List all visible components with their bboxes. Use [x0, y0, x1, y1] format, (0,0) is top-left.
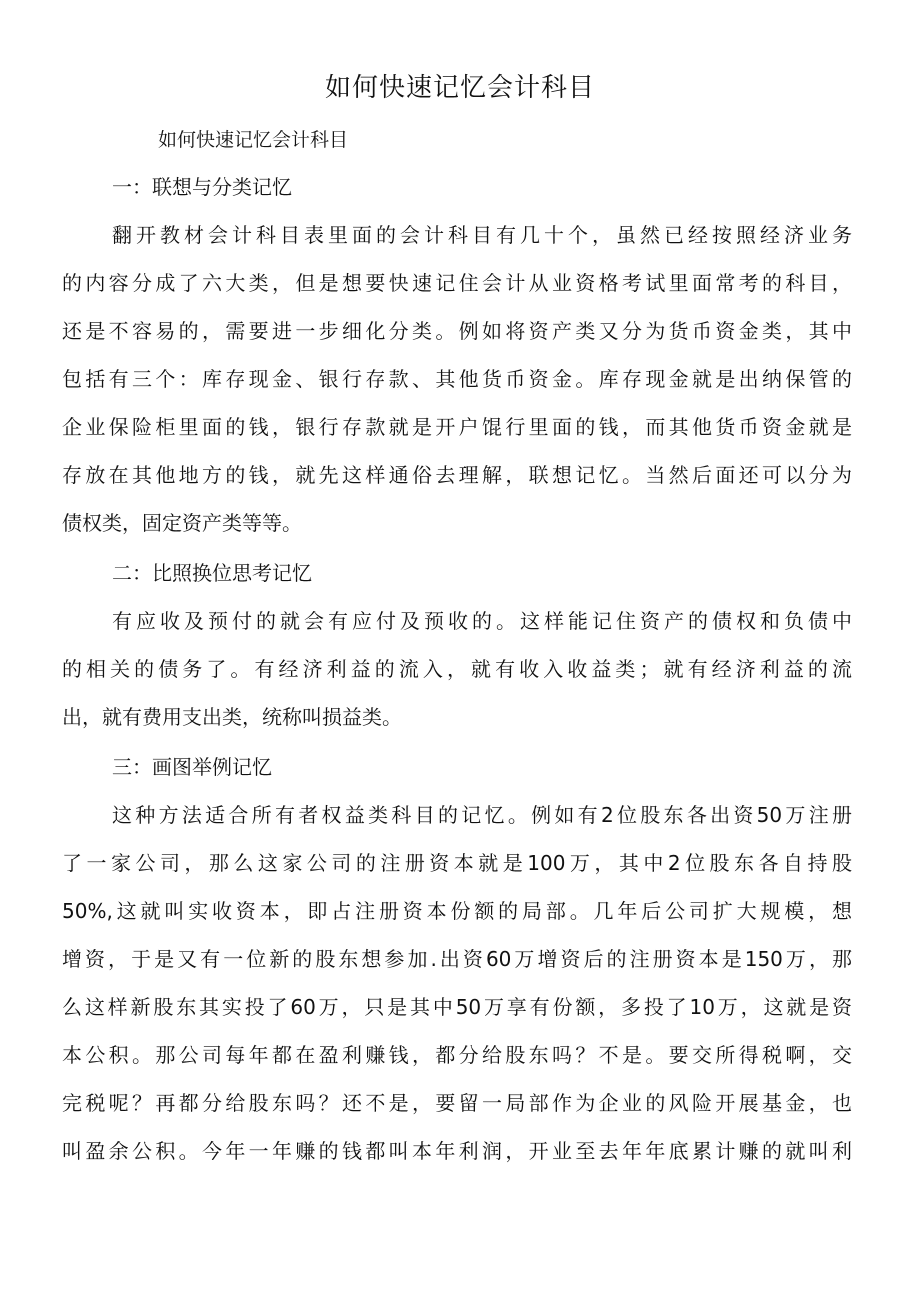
paragraph-line: 么这样新股东其实投了60万，只是其中50万享有份额，多投了10万，这就是资 — [62, 995, 852, 1019]
document-subtitle: 如何快速记忆会计科目 — [158, 129, 349, 151]
section-heading-1: 一：联想与分类记忆 — [112, 175, 292, 199]
paragraph-line: 债权类，固定资产类等等。 — [62, 511, 302, 535]
paragraph-line: 有应收及预付的就会有应付及预收的。这样能记住资产的债权和负债中 — [112, 609, 852, 633]
paragraph-line: 包括有三个：库存现金、银行存款、其他货币资金。库存现金就是出纳保管的 — [62, 367, 852, 391]
document-title: 如何快速记忆会计科目 — [324, 73, 595, 103]
paragraph-line: 的相关的债务了。有经济利益的流入，就有收入收益类；就有经济利益的流 — [62, 657, 852, 681]
paragraph-line: 叫盈余公积。今年一年赚的钱都叫本年利润，开业至去年年底累计赚的就叫利 — [62, 1139, 852, 1163]
paragraph-line: 企业保险柜里面的钱，银行存款就是开户馄行里面的钱，而其他货币资金就是 — [62, 415, 852, 439]
paragraph-line: 出，就有费用支出类，统称叫损益类。 — [62, 705, 402, 729]
paragraph-line: 的内容分成了六大类，但是想要快速记住会计从业资格考试里面常考的科目， — [62, 271, 852, 295]
section-heading-2: 二：比照换位思考记忆 — [112, 561, 312, 585]
paragraph-line: 存放在其他地方的钱，就先这样通俗去理解，联想记忆。当然后面还可以分为 — [62, 463, 852, 487]
paragraph-line: 本公积。那公司每年都在盈利赚钱，都分给股东吗？不是。要交所得税啊，交 — [62, 1043, 852, 1067]
section-heading-3: 三：画图举例记忆 — [112, 755, 272, 779]
paragraph-line: 50%,这就叫实收资本，即占注册资本份额的局部。几年后公司扩大规模，想 — [62, 899, 852, 923]
paragraph-line: 增资，于是又有一位新的股东想参加.出资60万增资后的注册资本是150万，那 — [62, 947, 852, 971]
paragraph-line: 这种方法适合所有者权益类科目的记忆。例如有2位股东各出资50万注册 — [112, 803, 852, 827]
paragraph-line: 翻开教材会计科目表里面的会计科目有几十个，虽然已经按照经济业务 — [112, 223, 852, 247]
paragraph-line: 了一家公司，那么这家公司的注册资本就是100万，其中2位股东各自持股 — [62, 851, 852, 875]
paragraph-line: 还是不容易的，需要进一步细化分类。例如将资产类又分为货币资金类，其中 — [62, 319, 852, 343]
paragraph-line: 完税呢？再都分给股东吗？还不是，要留一局部作为企业的风险开展基金，也 — [62, 1091, 852, 1115]
